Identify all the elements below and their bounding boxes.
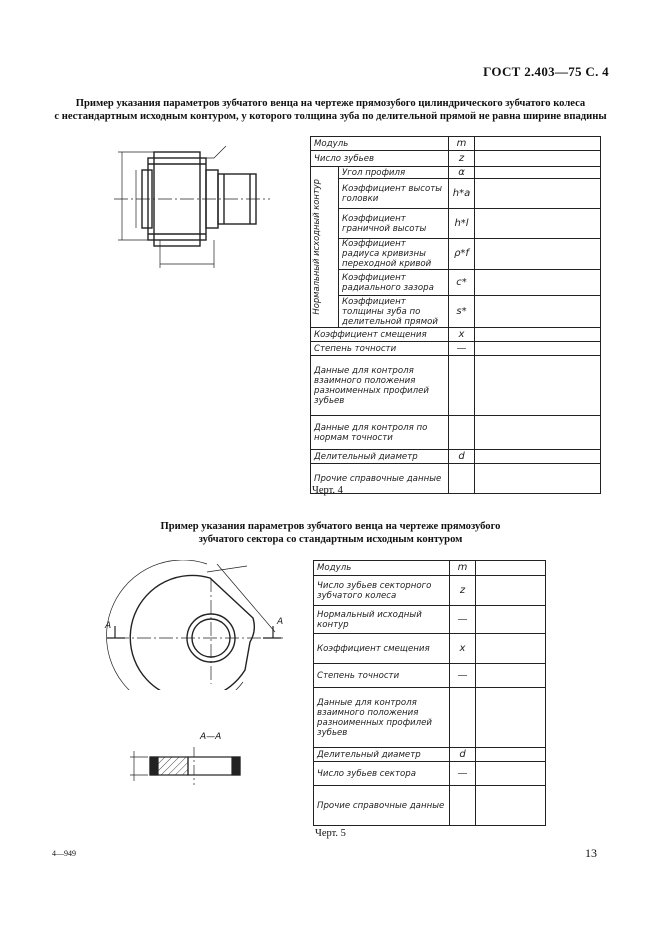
symbol-teeth: z [449,151,475,167]
table-row [311,328,601,342]
label-addendum: Коэффициент высоты головки [339,179,449,209]
symbol-cell [449,416,475,450]
cut-label-right: А [277,617,284,627]
sector-parameters-table [313,560,546,826]
section-view-drawing [120,745,250,790]
table-row [314,688,546,748]
label-fillet: Коэффициент радиуса кривизны переходной кривой [339,239,449,270]
caption-fig5: Черт. 5 [315,828,346,839]
section1-title-line1: Пример указания параметров зубчатого венца на чертеже прямозубого цилиндрического зубчатого колеса [75,98,586,109]
symbol-boundary: h*l [449,209,475,239]
table-row [311,296,601,328]
table-row [314,786,546,826]
value-cell [476,634,546,664]
value-cell [476,664,546,688]
symbol-profile-angle: α [449,167,475,179]
table-row [314,762,546,786]
symbol-accuracy: — [449,342,475,356]
symbol-addendum: h*a [449,179,475,209]
value-cell [476,762,546,786]
label-profile-angle: Угол профиля [339,167,449,179]
label-teeth: Число зубьев [311,151,449,167]
value-cell [476,561,546,576]
label-accuracy: Степень точности [311,342,449,356]
value-cell [475,209,601,239]
value-cell [475,296,601,328]
value-cell [475,416,601,450]
label-pitch-diameter: Делительный диаметр [314,748,450,762]
symbol-teeth-sector: z [450,576,476,606]
section2-title-line2: зубчатого сектора со стандартным исходным контуром [198,534,463,545]
symbol-sector-teeth: — [450,762,476,786]
label-accuracy: Степень точности [314,664,450,688]
gear-parameters-table [310,136,601,494]
table-row [311,209,601,239]
document-header: ГОСТ 2.403—75 С. 4 [483,64,609,79]
value-cell [476,786,546,826]
table-row [311,342,601,356]
value-cell [475,151,601,167]
table-row [311,450,601,464]
section2-title-line1: Пример указания параметров зубчатого венца на чертеже прямозубого [160,521,501,532]
label-profile: Нормальный исходный контур [314,606,450,634]
symbol-cell [449,464,475,494]
label-sector-teeth: Число зубьев сектора [314,762,450,786]
table-row [314,576,546,606]
symbol-shift: x [450,634,476,664]
symbol-thickness: s* [449,296,475,328]
symbol-pitch-diameter: d [450,748,476,762]
table-row [311,151,601,167]
value-cell [475,270,601,296]
symbol-module: m [450,561,476,576]
label-pitch-diameter: Делительный диаметр [311,450,449,464]
label-other: Прочие справочные данные [314,786,450,826]
section1-title-line2: с нестандартным исходным контуром, у которого толщина зуба по делительной прямой не равна ширине впадины [54,111,607,122]
table-row [311,270,601,296]
symbol-cell [449,356,475,416]
footer-code: 4—949 [52,849,76,858]
symbol-module: m [449,137,475,151]
table-row [314,664,546,688]
table-row [311,167,601,179]
symbol-shift: x [449,328,475,342]
label-mutual: Данные для контроля взаимного положения разноименных профилей зубьев [311,356,449,416]
table-row [314,634,546,664]
label-teeth-sector: Число зубьев секторного зубчатого колеса [314,576,450,606]
caption-fig4: Черт. 4 [312,485,343,496]
value-cell [475,450,601,464]
label-other: Прочие справочные данные [311,464,449,494]
symbol-profile: — [450,606,476,634]
symbol-fillet: ρ*f [449,239,475,270]
label-control: Данные для контроля по нормам точности [311,416,449,450]
label-clearance: Коэффициент радиального зазора [339,270,449,296]
group-label-cell [311,167,339,328]
gear-drawing [110,140,280,270]
symbol-cell [450,786,476,826]
label-module: Модуль [311,137,449,151]
value-cell [475,179,601,209]
value-cell [476,748,546,762]
symbol-pitch-diameter: d [449,450,475,464]
value-cell [475,137,601,151]
value-cell [475,464,601,494]
page-number: 13 [585,846,597,860]
table-row [311,416,601,450]
symbol-accuracy: — [450,664,476,688]
label-shift: Коэффициент смещения [311,328,449,342]
value-cell [475,356,601,416]
label-mutual: Данные для контроля взаимного положения разноименных профилей зубьев [314,688,450,748]
value-cell [475,342,601,356]
symbol-clearance: c* [449,270,475,296]
value-cell [476,606,546,634]
value-cell [475,328,601,342]
table-row [311,356,601,416]
sector-drawing [95,560,295,690]
section-label: А—А [200,732,222,742]
cut-label-left: А [105,621,112,631]
table-row [311,464,601,494]
value-cell [476,576,546,606]
value-cell [476,688,546,748]
value-cell [475,239,601,270]
table-row [311,137,601,151]
label-boundary: Коэффициент граничной высоты [339,209,449,239]
table-row [311,179,601,209]
table-row [314,606,546,634]
symbol-cell [450,688,476,748]
table-row [314,748,546,762]
label-module: Модуль [314,561,450,576]
table-row [311,239,601,270]
label-thickness: Коэффициент толщины зуба по делительной прямой [339,296,449,328]
value-cell [475,167,601,179]
table-row [314,561,546,576]
group-label: Нормальный исходный контур [311,179,321,315]
label-shift: Коэффициент смещения [314,634,450,664]
